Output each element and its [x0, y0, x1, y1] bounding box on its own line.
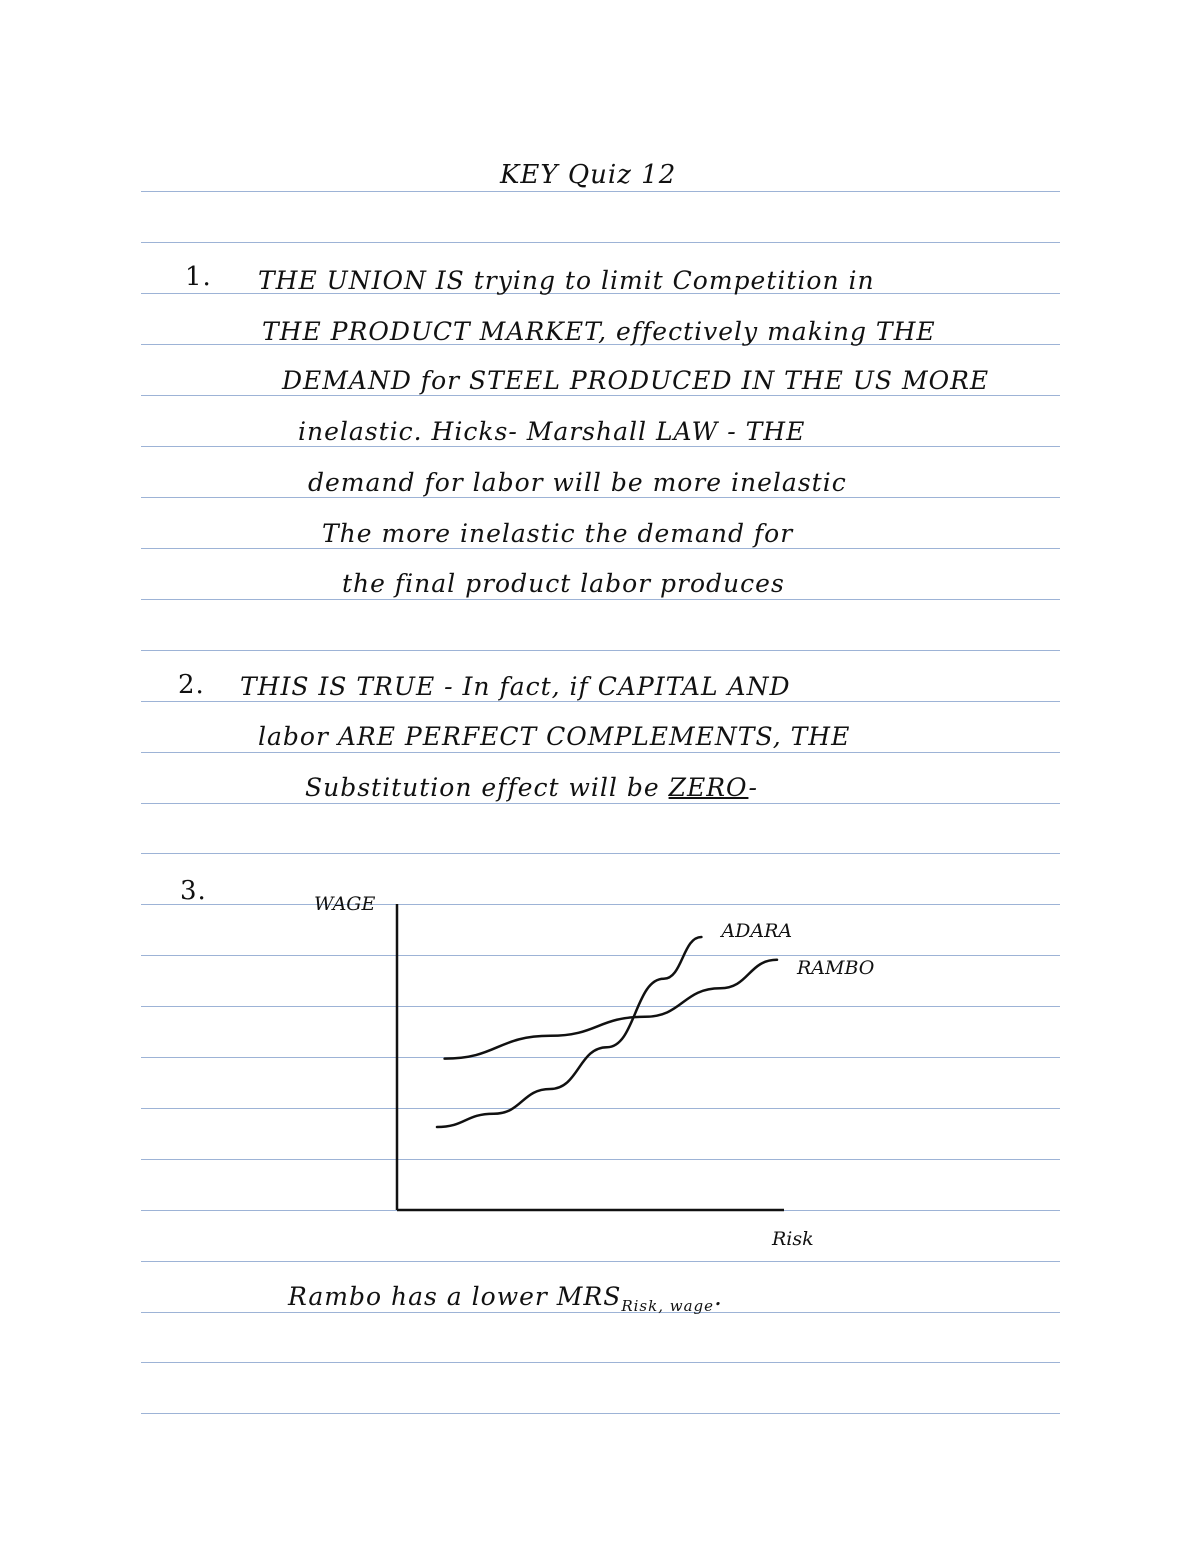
ruled-line — [141, 650, 1060, 651]
answer-line: THIS IS TRUE - In fact, if CAPITAL AND — [240, 672, 791, 701]
risk-wage-chart — [300, 880, 875, 1260]
ruled-line — [141, 191, 1060, 192]
ruled-line — [141, 599, 1060, 600]
ruled-line — [141, 548, 1060, 549]
ruled-line — [141, 497, 1060, 498]
answer-line: inelastic. Hicks- Marshall LAW - THE — [298, 417, 806, 446]
answer-line-text: Substitution effect will be — [305, 773, 660, 802]
ruled-line — [141, 752, 1060, 753]
answer-line: The more inelastic the demand for — [322, 519, 794, 548]
series-label-rambo: RAMBO — [797, 956, 875, 979]
page-title: KEY Quiz 12 — [500, 160, 677, 190]
answer-line: THE PRODUCT MARKET, effectively making THE — [262, 317, 936, 346]
answer-line — [288, 1282, 723, 1315]
series-label-adara: ADARA — [721, 920, 793, 942]
ruled-line — [141, 395, 1060, 396]
y-axis-label: WAGE — [314, 893, 376, 915]
ruled-line — [141, 242, 1060, 243]
ruled-line — [141, 1362, 1060, 1363]
question-number: 2. — [178, 670, 205, 700]
series-line-adara — [437, 937, 701, 1127]
series-line-rambo — [445, 960, 777, 1059]
ruled-line — [141, 1413, 1060, 1414]
answer-text: Rambo has a lower MRS — [288, 1282, 622, 1311]
answer-line: THE UNION IS trying to limit Competition in — [258, 266, 875, 295]
ruled-line — [141, 853, 1060, 854]
answer-line — [305, 773, 758, 802]
answer-line: demand for labor will be more inelastic — [308, 468, 847, 497]
ruled-line — [141, 701, 1060, 702]
ruled-line — [141, 446, 1060, 447]
ruled-line — [141, 1261, 1060, 1262]
emphasis-zero: ZERO — [668, 773, 749, 802]
x-axis-label: Risk — [772, 1228, 814, 1250]
question-number: 1. — [185, 262, 212, 292]
answer-subscript: Risk, wage — [621, 1297, 715, 1315]
curve-group — [437, 920, 875, 1127]
ruled-line — [141, 803, 1060, 804]
emphasis-suffix: - — [748, 773, 758, 802]
question-number: 3. — [180, 876, 207, 906]
answer-line: DEMAND for STEEL PRODUCED IN THE US MORE — [282, 366, 990, 395]
answer-line: the final product labor produces — [342, 569, 785, 598]
answer-suffix: . — [714, 1282, 723, 1311]
answer-line: labor ARE PERFECT COMPLEMENTS, THE — [258, 722, 851, 751]
